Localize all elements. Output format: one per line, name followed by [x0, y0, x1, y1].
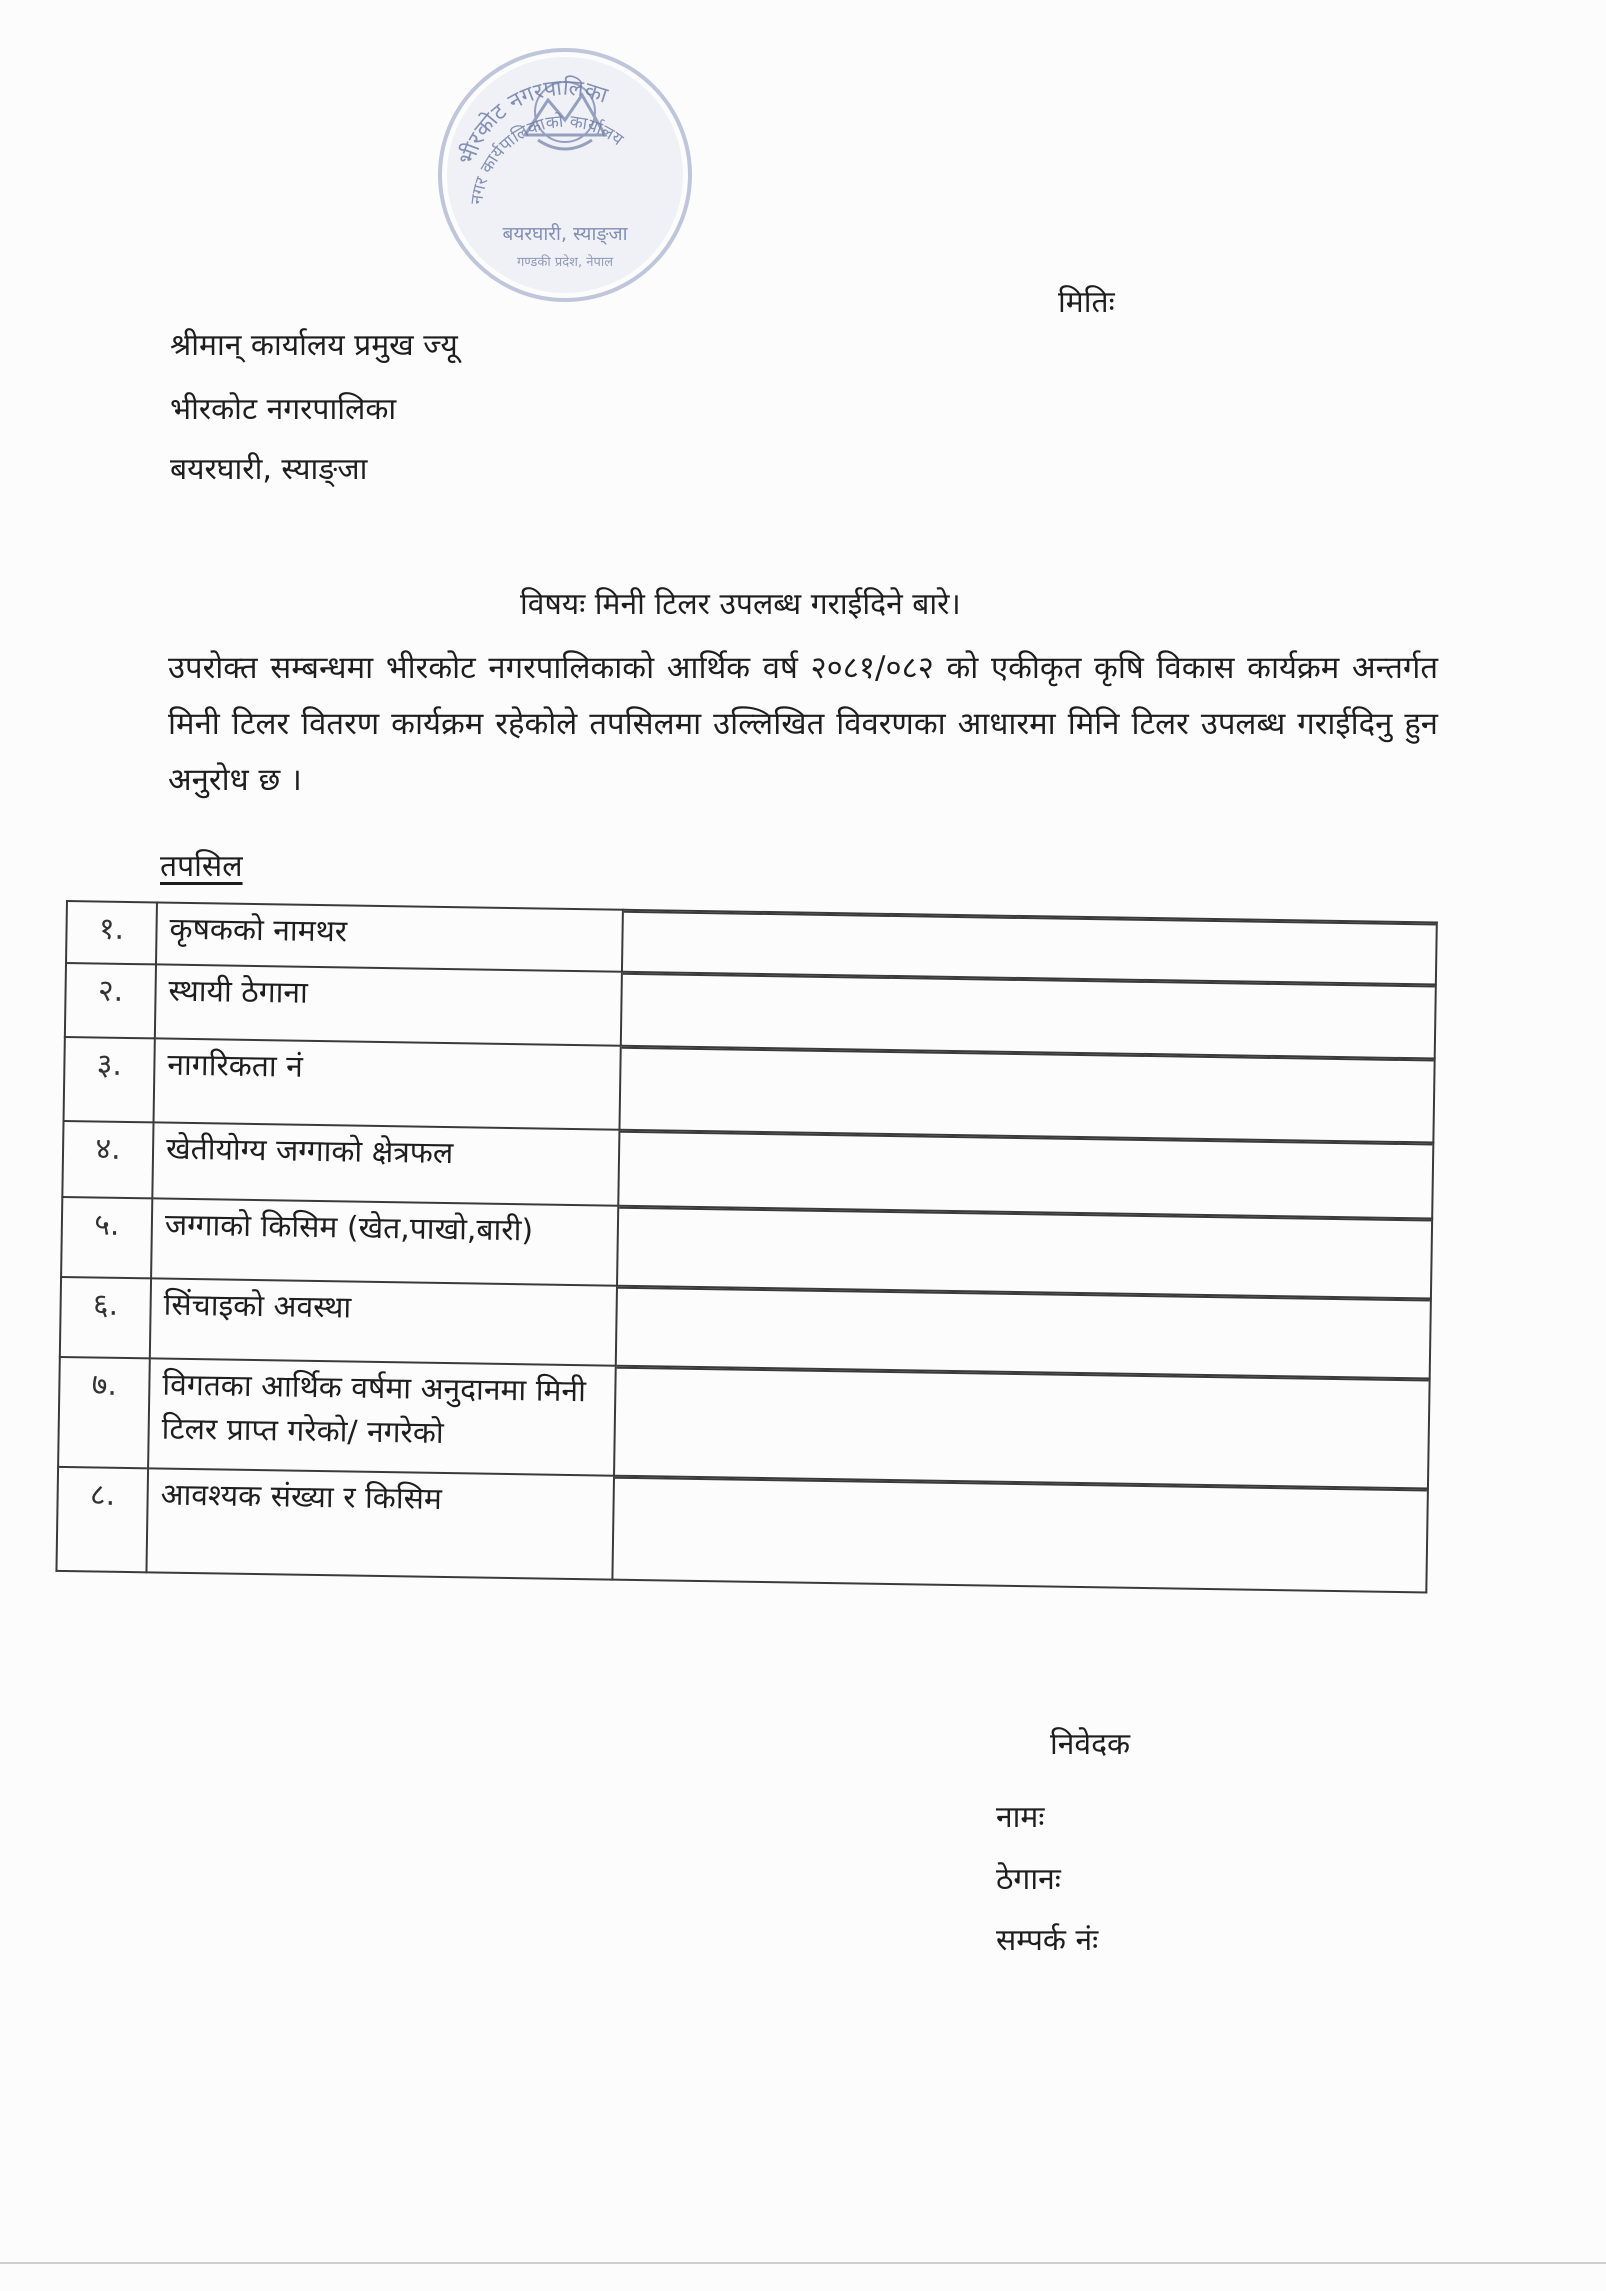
row-label: आवश्यक संख्या र किसिम — [146, 1468, 614, 1579]
table-row — [56, 1467, 1427, 1593]
office-seal-stamp — [430, 40, 700, 310]
applicant-address-label: ठेगानः — [996, 1862, 1061, 1897]
date-label: मितिः — [1058, 285, 1115, 320]
row-number: ३. — [64, 1037, 155, 1122]
row-label: जग्गाको किसिम (खेत,पाखो,बारी) — [151, 1198, 618, 1285]
details-heading: तपसिल — [160, 849, 243, 884]
applicant-contact-label: सम्पर्क नंः — [996, 1923, 1099, 1958]
details-table — [55, 900, 1437, 1593]
seal-text-office: नगर कार्यपालिकाको कार्यालय — [467, 111, 627, 206]
row-label: विगतका आर्थिक वर्षमा अनुदानमा मिनी टिलर प्राप्त गरेको/ नगरेको — [148, 1358, 616, 1475]
row-value-field[interactable] — [621, 972, 1436, 1059]
applicant-heading: निवेदक — [1050, 1727, 1131, 1762]
seal-text-place: बयरघारी, स्याङ्जा — [502, 223, 628, 245]
request-paragraph: उपरोक्त सम्बन्धमा भीरकोट नगरपालिकाको आर्थिक वर्ष २०८१/०८२ को एकीकृत कृषि विकास कार्यक्रम अन्तर्गत मिनी टिलर वितरण कार्यक्रम रहेकोले तपसिलमा उल्लिखित विवरणका आधारमा मिनि टिलर उपलब्ध गराईदिनु हुन अनुरोध छ । — [168, 650, 1438, 798]
addressee-line-3: बयरघारी, स्याङ्जा — [170, 452, 368, 487]
table-row — [58, 1357, 1430, 1489]
row-value-field[interactable] — [619, 1046, 1434, 1143]
addressee-line-2: भीरकोट नगरपालिका — [170, 392, 397, 427]
seal-text-top: भीरकोट नगरपालिका — [454, 75, 611, 169]
bottom-divider — [0, 2262, 1606, 2264]
row-number: १. — [66, 901, 157, 964]
row-value-field[interactable] — [618, 1130, 1433, 1219]
row-number: ५. — [61, 1197, 152, 1278]
row-number: ६. — [60, 1277, 151, 1358]
applicant-name-label: नामः — [996, 1800, 1045, 1835]
row-label: कृषकको नामथर — [156, 902, 623, 971]
row-value-field[interactable] — [612, 1476, 1428, 1593]
row-number: ८. — [56, 1467, 148, 1572]
subject-line: विषयः मिनी टिलर उपलब्ध गराईदिने बारे। — [520, 587, 961, 622]
row-number: ४. — [62, 1121, 153, 1198]
row-value-field[interactable] — [617, 1206, 1432, 1299]
row-value-field[interactable] — [616, 1286, 1431, 1379]
row-number: ७. — [58, 1357, 150, 1468]
row-label: खेतीयोग्य जग्गाको क्षेत्रफल — [152, 1122, 619, 1205]
row-number: २. — [65, 963, 156, 1038]
row-label: स्थायी ठेगाना — [155, 964, 622, 1045]
row-label: सिंचाइको अवस्था — [150, 1278, 617, 1365]
row-value-field[interactable] — [614, 1366, 1430, 1489]
row-label: नागरिकता नं — [154, 1038, 621, 1129]
addressee-line-1: श्रीमान् कार्यालय प्रमुख ज्यू — [170, 328, 458, 363]
seal-text-bottom: गण्डकी प्रदेश, नेपाल — [516, 255, 614, 270]
